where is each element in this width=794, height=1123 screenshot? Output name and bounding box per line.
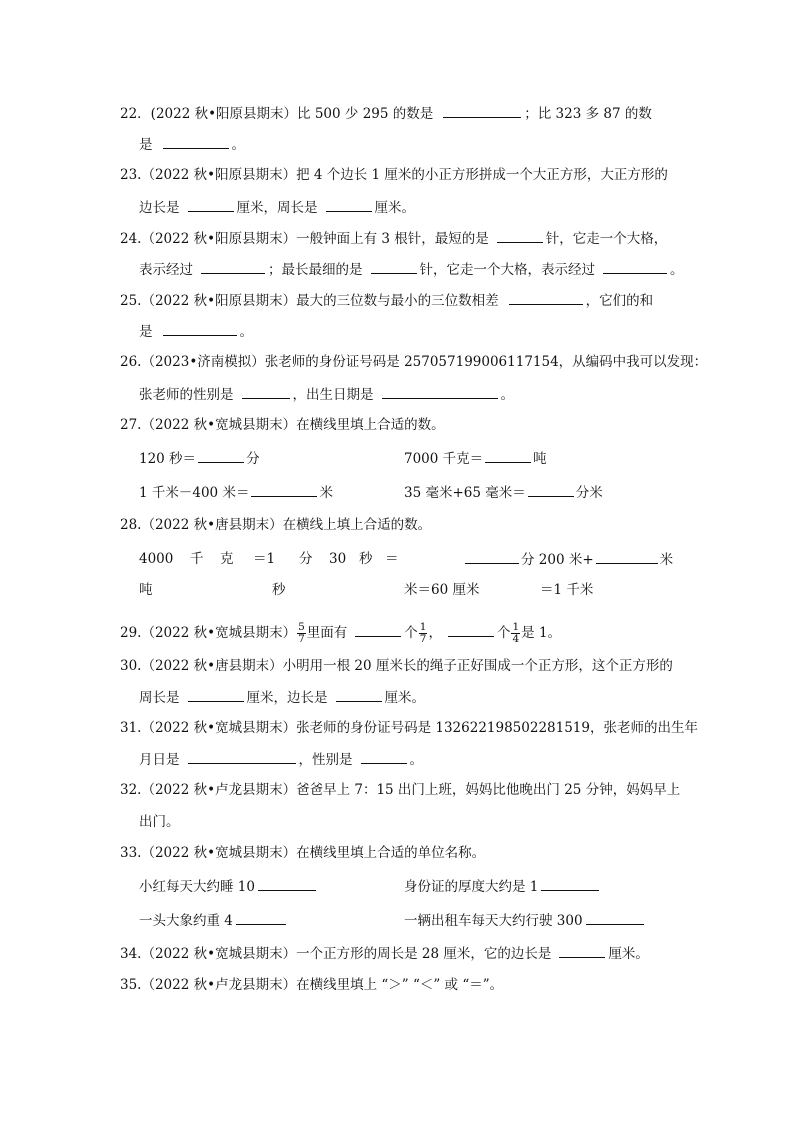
q28-text-miao: 秒 [359, 551, 373, 567]
question-28-item-2: 分 200 米+ 米 [465, 550, 673, 569]
answer-blank[interactable] [382, 385, 498, 399]
q28-text-4000: 4000 [139, 551, 174, 567]
q28-text-ke: 克 [220, 551, 234, 567]
question-24-line1: 24.（2022 秋•阳原县期末）一般钟面上有 3 根针，最短的是 针，它走一个大格， [120, 231, 668, 247]
answer-blank[interactable] [355, 623, 401, 637]
question-27-stem: 27.（2022 秋•宽城县期末）在横线里填上合适的数。 [120, 417, 445, 433]
answer-blank[interactable] [603, 260, 667, 274]
question-34: 34.（2022 秋•宽城县期末）一个正方形的周长是 28 厘米，它的边长是 厘米。 [120, 946, 649, 962]
question-24-line2: 表示经过 ；最长最细的是 针，它走一个大格，表示经过 。 [139, 262, 684, 278]
answer-blank[interactable] [163, 135, 229, 149]
answer-blank[interactable] [258, 877, 316, 891]
answer-blank[interactable] [528, 483, 574, 497]
answer-blank[interactable] [497, 229, 543, 243]
answer-blank[interactable] [326, 198, 372, 212]
question-28-stem: 28.（2022 秋•唐县期末）在横线上填上合适的数。 [120, 517, 432, 533]
question-31-line2: 月日是 ，性别是 。 [139, 752, 423, 768]
question-27-item-a: 120 秒＝ 分 [139, 451, 260, 467]
question-33-stem: 33.（2022 秋•宽城县期末）在横线里填上合适的单位名称。 [120, 845, 486, 861]
answer-blank[interactable] [371, 260, 417, 274]
question-33-item-d: 一辆出租车每天大约行驶 300 [404, 911, 647, 930]
question-32-line1: 32.（2022 秋•卢龙县期末）爸爸早上 7：15 出门上班，妈妈比他晚出门 25 分钟，妈妈早上 [120, 782, 681, 798]
question-33-item-a: 小红每天大约睡 10 [139, 877, 319, 896]
q28-text-eq2: ＝ [385, 551, 399, 567]
answer-blank[interactable] [336, 688, 382, 702]
question-33-item-b: 身份证的厚度大约是 1 [404, 877, 602, 896]
answer-blank[interactable] [163, 322, 237, 336]
question-27-item-d: 35 毫米+65 毫米＝ 分米 [404, 485, 603, 501]
answer-blank[interactable] [541, 877, 599, 891]
question-22-line1: 22．(2022 秋•阳原县期末）比 500 少 295 的数是 ；比 323 多 87 的数 [120, 106, 652, 122]
q28-text-fen: 分 [299, 551, 313, 567]
question-33-item-c: 一头大象约重 4 [139, 911, 289, 930]
question-30-line2: 周长是 厘米，边长是 厘米。 [139, 690, 425, 706]
question-25-line2: 是 。 [139, 324, 253, 340]
question-23-line2: 边长是 厘米，周长是 厘米。 [139, 200, 415, 216]
question-31-line1: 31.（2022 秋•宽城县期末）张老师的身份证号码是 132622198502281519，张老师的出生年 [120, 720, 698, 736]
question-30-line1: 30.（2022 秋•唐县期末）小明用一根 20 厘米长的绳子正好围成一个正方形，这个正方形的 [120, 658, 673, 674]
q28-text-1km: ＝1 千米 [540, 582, 594, 598]
answer-blank[interactable] [465, 550, 519, 564]
question-26-line2: 张老师的性别是 ，出生日期是 。 [139, 387, 514, 403]
question-27-item-b: 7000 千克＝ 吨 [404, 451, 547, 467]
answer-blank[interactable] [448, 623, 494, 637]
question-26-line1: 26.（2023•济南模拟）张老师的身份证号码是 257057199006117154，从编码中我可以发现： [120, 354, 708, 370]
question-32-line2: 出门。 [139, 814, 180, 830]
question-25-line1: 25.（2022 秋•阳原县期末）最大的三位数与最小的三位数相差 ，它们的和 [120, 293, 654, 309]
answer-blank[interactable] [188, 688, 244, 702]
answer-blank[interactable] [236, 911, 286, 925]
answer-blank[interactable] [596, 550, 658, 564]
q28-text-30: 30 [329, 551, 347, 567]
answer-blank[interactable] [198, 449, 244, 463]
question-23-line1: 23.（2022 秋•阳原县期末）把 4 个边长 1 厘米的小正方形拼成一个大正方形，大正方形的 [120, 167, 668, 183]
q28-text-qian: 千 [190, 551, 204, 567]
answer-blank[interactable] [559, 944, 605, 958]
question-35-stem: 35.（2022 秋•卢龙县期末）在横线里填上 “＞” “＜” 或 “＝”。 [120, 977, 504, 993]
answer-blank[interactable] [361, 750, 407, 764]
question-27-item-c: 1 千米－400 米＝ 米 [139, 485, 333, 501]
answer-blank[interactable] [485, 449, 531, 463]
answer-blank[interactable] [443, 104, 521, 118]
answer-blank[interactable] [201, 260, 265, 274]
q28-text-eq1: ＝1 [253, 551, 276, 567]
question-29: 29.（2022 秋•宽城县期末） $\frac{5}{7}$ 里面有 个 $\frac{1}{7}$ ， 个 $\frac{1}{4}$ 是 1。 [120, 621, 562, 645]
answer-blank[interactable] [242, 385, 290, 399]
answer-blank[interactable] [188, 198, 234, 212]
q28-text-dun: 吨 [139, 582, 153, 598]
question-22-line2: 是 。 [139, 137, 245, 153]
answer-blank[interactable] [188, 750, 296, 764]
fraction-1-7: $\frac{1}{7}$ [419, 621, 427, 645]
q28-text-mi60: 米＝60 厘米 [404, 582, 480, 598]
q28-text-miao2: 秒 [272, 582, 286, 598]
fraction-1-4: $\frac{1}{4}$ [512, 621, 520, 645]
answer-blank[interactable] [509, 291, 583, 305]
fraction-5-7: $\frac{5}{7}$ [298, 621, 305, 645]
answer-blank[interactable] [586, 911, 644, 925]
answer-blank[interactable] [251, 483, 317, 497]
